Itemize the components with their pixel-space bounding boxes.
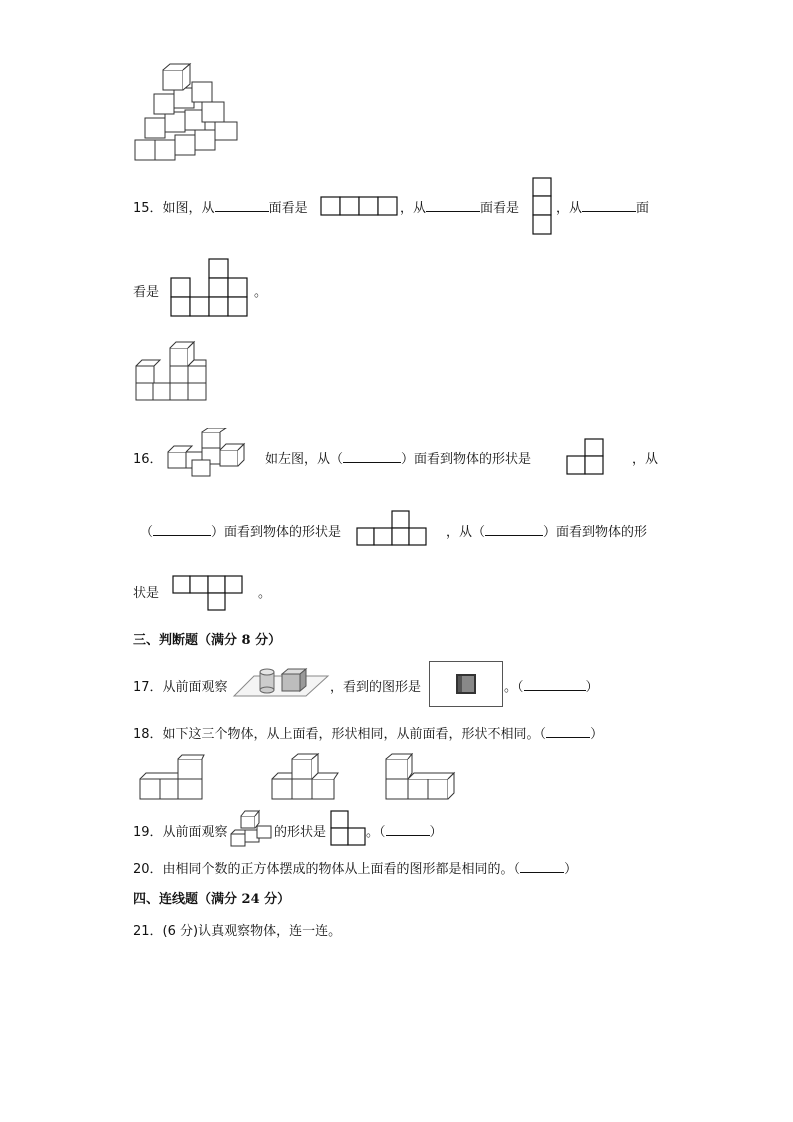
section-4-title: 四、连线题（满分 24 分）: [133, 892, 291, 907]
gray-square-view: [456, 674, 476, 694]
answer-blank[interactable]: [524, 690, 586, 691]
answer-blank[interactable]: [153, 535, 211, 536]
question-18-object-c: [382, 753, 458, 803]
question-19-line: 19．从前面观察: [133, 825, 228, 840]
question-16-text8: 状是: [133, 586, 160, 601]
answer-blank[interactable]: [582, 211, 636, 212]
question-number: 15．: [133, 201, 163, 216]
inverted-t-view: [172, 575, 244, 612]
question-16-end: 。: [258, 586, 272, 601]
cylinder-and-cube-figure: [232, 664, 330, 698]
question-16-cube-figure: [164, 428, 246, 480]
row-of-four-squares: [320, 196, 398, 216]
answer-blank[interactable]: [215, 211, 269, 212]
question-16-line2: （ ）面看到物体的形状是: [140, 525, 342, 540]
answer-blank[interactable]: [386, 835, 430, 836]
question-18-object-a: [136, 753, 206, 803]
t-shape-view: [356, 510, 428, 547]
answer-blank[interactable]: [426, 211, 480, 212]
question-17-image-box: [429, 661, 503, 707]
question-15-line1b: ，从 面看是: [400, 201, 520, 216]
question-18-line: 18．如下这三个物体，从上面看，形状相同，从前面看，形状不相同。（ ）: [133, 727, 604, 742]
question-19-cube-figure: [229, 808, 275, 850]
question-17-line: 17．从前面观察: [133, 680, 228, 695]
answer-blank[interactable]: [485, 535, 543, 536]
answer-blank[interactable]: [520, 872, 564, 873]
question-16-line1: 如左图，从（ ）面看到物体的形状是: [265, 452, 532, 467]
question-17-text2: ，看到的图形是: [330, 680, 422, 695]
question-15-line1: 15．如图，从 面看是: [133, 201, 308, 216]
question-16-text3: ，从: [632, 452, 659, 467]
question-15-line2: 看是: [133, 285, 160, 300]
answer-blank[interactable]: [343, 462, 401, 463]
answer-blank[interactable]: [546, 737, 590, 738]
stepped-view-squares: [170, 258, 250, 318]
question-16-line2b: ，从（ ）面看到物体的形: [446, 525, 648, 540]
l-shape-view: [566, 438, 606, 476]
column-of-three-squares: [532, 177, 552, 235]
question-20-line: 20．由相同个数的正方体摆成的物体从上面看的图形都是相同的。（ ）: [133, 862, 578, 877]
question-16-number: 16．: [133, 452, 163, 467]
question-19-view: [330, 810, 368, 848]
question-19-text2: 的形状是: [274, 825, 327, 840]
pyramid-cubes-figure: [130, 60, 250, 164]
question-19-answer: 。（ ）: [366, 825, 443, 840]
question-15-cube-figure: [134, 340, 214, 404]
question-15-end: 。: [254, 285, 268, 300]
question-17-answer: 。（ ）: [504, 680, 599, 695]
question-15-line1c: ，从 面: [556, 201, 650, 216]
question-21-line: 21．(6 分)认真观察物体，连一连。: [133, 924, 342, 939]
section-3-title: 三、判断题（满分 8 分）: [133, 633, 282, 648]
question-18-object-b: [268, 753, 340, 803]
